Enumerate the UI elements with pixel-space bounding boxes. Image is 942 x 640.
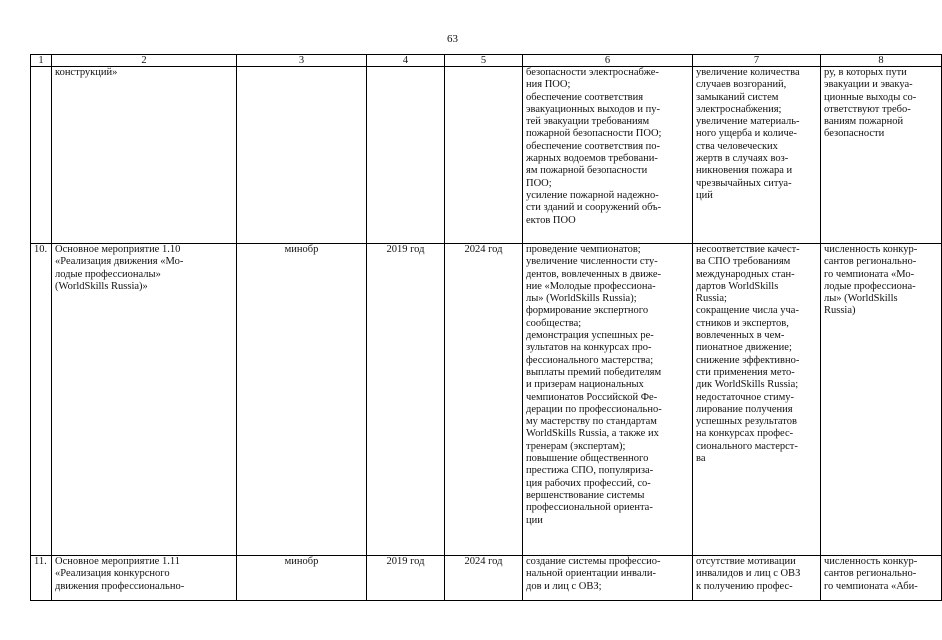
risks: увеличение количества случаев возгораний, замыканий систем электроснабжения; увеличение материаль- ного ущерба и количе- ства человеческих жертв в случаях воз- никновения пожара и чрезвычайных ситуа- ций xyxy=(693,67,821,244)
measure-name: конструкций» xyxy=(52,67,237,244)
end-year: 2024 год xyxy=(445,244,523,556)
start-year: 2019 год xyxy=(367,556,445,601)
column-number: 2 xyxy=(52,55,237,67)
end-year: 2024 год xyxy=(445,556,523,601)
table-row xyxy=(31,67,942,244)
column-number: 8 xyxy=(821,55,942,67)
column-number: 7 xyxy=(693,55,821,67)
start-year xyxy=(367,67,445,244)
risks: несоответствие качест- ва СПО требованиям международных стан- дартов WorldSkills Russia; сокращение числа уча- стников и экспертов, вовлеченных в чем- пионатное движение; снижение эффективно- сти применения мето- дик WorldSkills Russia; недостаточное стиму- лирование получения успешных результатов на конкурсах профес- сионального мастерст- ва xyxy=(693,244,821,556)
table-row xyxy=(31,244,942,556)
row-number xyxy=(31,67,52,244)
column-number: 5 xyxy=(445,55,523,67)
indicator: численность конкур- сантов регионально- го чемпионата «Аби- xyxy=(821,556,942,601)
column-number: 6 xyxy=(523,55,693,67)
column-number: 1 xyxy=(31,55,52,67)
indicator: ру, в которых пути эвакуации и эвакуа- ционные выходы со- ответствуют требо- ваниям пожарной безопасности xyxy=(821,67,942,244)
end-year xyxy=(445,67,523,244)
executor: минобр xyxy=(237,556,367,601)
expected-result: проведение чемпионатов; увеличение численности сту- дентов, вовлеченных в движе- ние «Молодые профессиона- лы» (WorldSkills Russia); формирование экспертного сообщества; демонстрация успешных ре- зультатов на конкурсах про- фессионального мастерства; выплаты премий победителям и призерам национальных чемпионатов Российской Фе- дерации по профессионально- му мастерству по стандартам WorldSkills Russia, а также их тренерам (экспертам); повышение общественного престижа СПО, популяриза- ция рабочих профессий, со- вершенствование системы профессиональной ориента- ции xyxy=(523,244,693,556)
table-row xyxy=(31,556,942,601)
risks: отсутствие мотивации инвалидов и лиц с ОВЗ к получению профес- xyxy=(693,556,821,601)
expected-result: создание системы профессио- нальной ориентации инвали- дов и лиц с ОВЗ; xyxy=(523,556,693,601)
expected-result: безопасности электроснабже- ния ПОО; обеспечение соответствия эвакуационных выходов и пу- тей эвакуации требованиям пожарной безопасности ПОО; обеспечение соответствия по- жарных водоемов требовани- ям пожарной безопасности ПОО; усиление пожарной надежно- сти зданий и сооружений объ- ектов ПОО xyxy=(523,67,693,244)
column-number-row xyxy=(31,55,942,67)
page-number: 63 xyxy=(447,33,458,45)
row-number: 11. xyxy=(31,556,52,601)
start-year: 2019 год xyxy=(367,244,445,556)
column-number: 4 xyxy=(367,55,445,67)
indicator: численность конкур- сантов регионально- го чемпионата «Мо- лодые профессиона- лы» (WorldSkills Russia) xyxy=(821,244,942,556)
measures-table xyxy=(30,54,942,601)
measure-name: Основное мероприятие 1.10 «Реализация движения «Мо- лодые профессионалы» (WorldSkills Russia)» xyxy=(52,244,237,556)
measure-name: Основное мероприятие 1.11 «Реализация конкурсного движения профессионально- xyxy=(52,556,237,601)
column-number: 3 xyxy=(237,55,367,67)
row-number: 10. xyxy=(31,244,52,556)
executor xyxy=(237,67,367,244)
executor: минобр xyxy=(237,244,367,556)
